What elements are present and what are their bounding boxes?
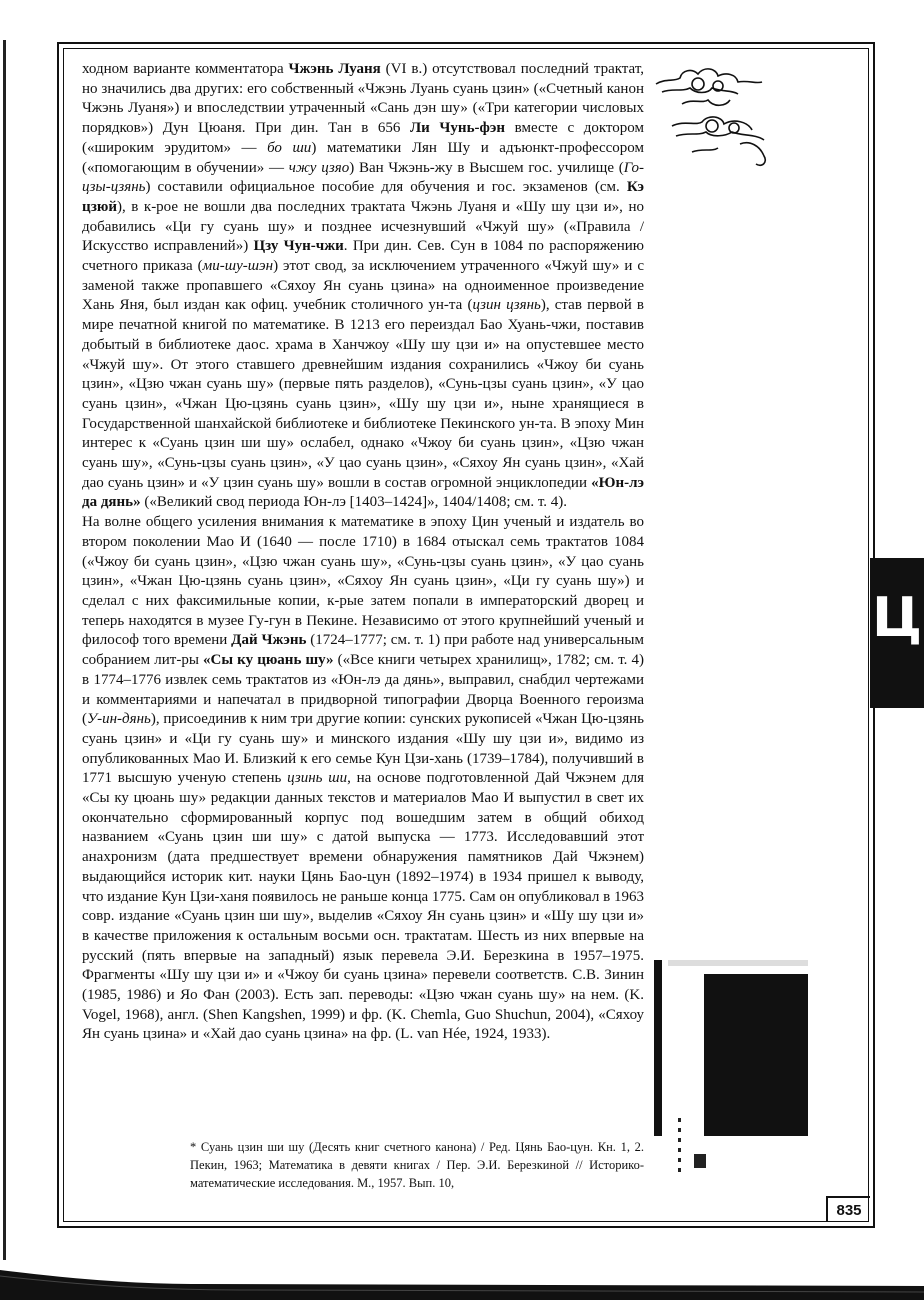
italic-term: бо ши — [267, 139, 312, 156]
text-run: (1724–1777; см. т. 1) при работе над универсальным собранием лит-ры — [82, 632, 644, 669]
text-run: ) Ван Чжэнь-жу в Высшем гос. училище ( — [349, 159, 624, 176]
text-run: («Все книги четырех хранилищ», 1782; см. т. 4) в 1774–1776 извлек семь трактатов из «Юн-лэ да дянь», выправил, снабдил чертежами и комментариями и напечатал в придворной типографии Дворца Военного героизма ( — [82, 652, 644, 728]
text-run: , на основе подготовленной Дай Чжэнем для «Сы ку цюань шу» редакции данных текстов и материалов Мао И выпустил в свет их окончательно сформированный корпус под вошедшим затем в общий обиход названием «Суань цзин ши шу» с датой выпуска — 1773. Исследовавший этот анахронизм (дата предшествует времени обнаружения памятников Дай Чжэнем) выдающийся историк кит. науки Цянь Бао-цун (1892–1974) в 1934 пришел к выводу, что издание Кун Цзи-ханя появилось не раньше конца 1775. Сам он опубликовал в 1963 совр. издание «Суань цзин ши шу», выделив «Сяхоу Ян суань цзин» и «Шу шу цзи и» в качестве приложения к остальным восьми осн. трактатам. Шесть из них впервые на русский (пять впервые на западный) язык перевела Э.И. Березкина в 1957–1975. Фрагменты «Шу шу цзи и» и «Чжоу би суань цзина» перевели соответств. С.В. Зинин (1985, 1986) и Яо Фан (2003). Есть зап. переводы: «Цзю чжан суань шу» на нем. (K. Vogel, 1968), англ. (Shen Kangshen, 1999) и фр. (K. Chemla, Guo Shuchun, 2004), «Сяхоу Ян суань цзина» и «Хай дао суань цзина» на фр. (L. van Hée, 1924, 1933). — [82, 770, 644, 1043]
text-run: На волне общего усиления внимания к математике в эпоху Цин ученый и издатель во втором поколении Мао И (1640 — после 1710) в 1684 отыскал семь трактатов 1084 («Чжоу би суань цзин», «Цзю чжан суань шу», «Сунь-цзы суань цзин», «У цао суань цзин», «Чжан Цю-цзянь суань цзин», «Сяхоу Ян суань цзин», «Ци гу суань шу») и сделал с них факсимильные копии, к-рые затем попали в императорский дворец и теперь находятся в музее Гу-гун в Пекине. Независимо от этого крупнейший ученый и философ того времени — [82, 514, 644, 649]
bold-term: «Сы ку цюань шу» — [203, 652, 334, 669]
bold-term: «Юн-лэ да дянь» — [82, 474, 644, 511]
bold-term: Цзу Чун-чжи — [253, 238, 344, 255]
paragraph-1 — [82, 60, 644, 513]
italic-term: У-ин-дянь — [87, 711, 151, 728]
article-body — [82, 60, 644, 1045]
text-run: . При дин. Сев. Сун в 1084 по распоряжению счетного приказа ( — [82, 238, 644, 275]
cloud-ornament-icon — [652, 64, 776, 178]
italic-term: чжу цзяо — [288, 159, 350, 176]
text-run: вместе с доктором («широким эрудитом» — — [82, 120, 644, 156]
text-run: ) этот свод, за исключением утраченного «Чжуй шу» и с заменой также пропавшего «Сяхоу Ян суань цзина» на одноименное произведение Хань Яня, был издан как офиц. учебник столичного ун-та ( — [82, 258, 644, 314]
bold-term: Ли Чунь-фэн — [410, 120, 506, 137]
bold-term: Кэ цзюй — [82, 179, 644, 215]
text-run: ), в к-рое не вошли два последних трактата Чжэнь Луаня и «Шу шу цзи и», но добавились «Ци гу суань шу» и позднее исчезнувший «Чжуй шу» («Правила / Искусство исправлений») — [82, 198, 644, 255]
text-run: («Великий свод периода Юн-лэ [1403–1424]», 1404/1408; см. т. 4). — [140, 494, 568, 511]
italic-term: цзинь ши — [287, 770, 348, 787]
paragraph-2 — [82, 513, 644, 1045]
page-number: 835 — [826, 1196, 870, 1222]
text-run: ) составили официальное пособие для обучения и гос. экзаменов (см. — [145, 179, 627, 196]
italic-term: Го-цзы-цзянь — [82, 159, 644, 196]
bold-term: Дай Чжэнь — [231, 632, 307, 649]
text-run: ), став первой в мире печатной книгой по математике. В 1213 его переиздал Бао Хуань-чжи, поставив добытый в библиотеке даос. храма в Ханчжоу «Шу шу цзи и» на опустевшее место «Чжуй шу». От этого ставшего древнейшим издания сохранились «Чжоу би суань цзин», «Цзю чжан суань шу» (первые пять разделов), «Сунь-цзы суань цзин», «У цао суань цзин», «Чжан Цю-цзянь суань цзин», «Шу шу цзи и», ныне хранящиеся в Государственной шанхайской библиотеке и библиотеке Пекинского ун-та. В эпоху Мин интерес к «Суань цзин ши шу» ослабел, однако «Чжоу би суань цзин», «Цзю чжан суань шу», «Сунь-цзы суань цзин», «У цао суань цзин», «Сяхоу Ян суань цзин», «Хай дао суань цзин» и «У цзин суань шу» вошли в состав огромной энциклопедии — [82, 297, 644, 491]
text-run: ходном варианте комментатора — [82, 61, 289, 77]
footnote-bibliography: * Суань цзин ши шу (Десять книг счетного канона) / Ред. Цянь Бао-цун. Кн. 1, 2. Пекин, 1963; Математика в девяти книгах / Пер. Э.И. Березкиной // Историко-математические исследования. М., 1957. Вып. 10, — [190, 1140, 644, 1190]
italic-term: цзин цзянь — [472, 297, 541, 314]
book-illustration-icon — [654, 960, 810, 1184]
text-run: (VI в.) отсутствовал последний трактат, но значились два других: его собственный «Чжэнь Луань суань цзин» («Счетный канон Чжэнь Луаня») и впоследствии утраченный «Сань дэн шу» («Три категории числовых порядков») Дун Цюаня. При дин. Тан в 656 — [82, 61, 644, 137]
section-letter: Ц — [871, 586, 923, 649]
bold-term: Чжэнь Луаня — [288, 61, 381, 77]
text-run: ) математики Лян Шу и адъюнкт-профессором («помогающим в обучении» — — [82, 139, 645, 176]
scan-edge-line — [3, 40, 6, 1260]
text-run: ), присоединив к ним три другие копии: сунских рукописей «Чжан Цю-цзянь суань цзин» и «Ци гу суань шу» и минского издания «Шу шу цзи и», видимо из опубликованных Мао И. Близкий к его семье Кун Цзи-хань (1739–1784), получивший в 1771 высшую ученую степень — [82, 711, 645, 787]
italic-term: ми-шу-шэн — [202, 258, 274, 275]
scan-fold-shadow — [0, 1240, 924, 1300]
